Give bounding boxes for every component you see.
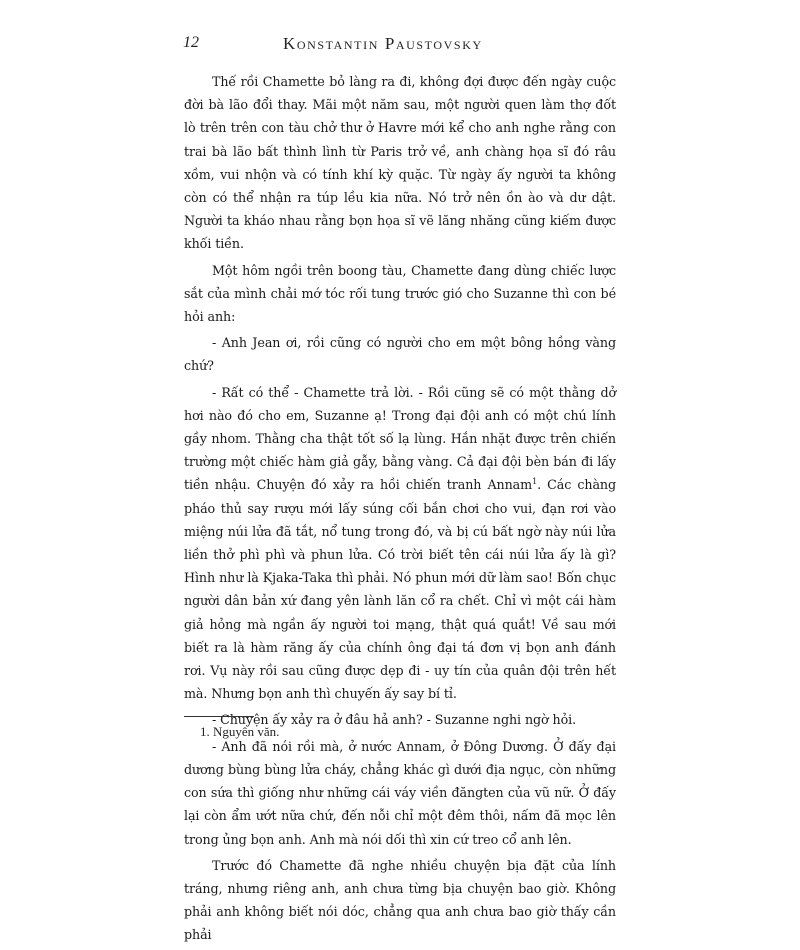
paragraph-1: Thế rồi Chamette bỏ làng ra đi, không đợi được đến ngày cuộc đời bà lão đổi thay. Mãi một năm sau, một người quen làm thợ đốt lò trên trên con tàu chở thư ở Havre mới kể cho anh nghe rằng con trai bà lão bất thình lình từ Paris trở về, anh chàng họa sĩ đó râu xồm, vui nhộn và có tính khí kỳ quặc. Từ ngày ấy người ta không còn có thể nhận ra túp lều kia nữa. Nó trở nên ồn ào và dư dật. Người ta kháo nhau rằng bọn họa sĩ vẽ lăng nhăng cũng kiếm được khối tiền. — [184, 74, 616, 252]
footnote-reference[interactable]: 1 — [532, 477, 538, 487]
running-head-author: Konstantin Paustovsky — [283, 34, 483, 53]
page-header — [183, 34, 617, 58]
paragraph-3: - Anh Jean ơi, rồi cũng có người cho em một bông hồng vàng chứ? — [184, 335, 616, 374]
paragraph-5: - Chuyện ấy xảy ra ở đâu hả anh? - Suzanne nghi ngờ hỏi. — [212, 712, 577, 728]
paragraph-4 — [184, 381, 616, 706]
paragraph-4-part-a: - Rất có thể - Chamette trả lời. - Rồi cũng sẽ có một thằng dở hơi nào đó cho em, Suzanne ạ! Trong đại đội anh có một chú lính gầy nhom. Thằng cha thật tốt số lạ lùng. Hắn nhặt được trên chiến trường một chiếc hàm giả gẫy, bằng vàng. Cả đại đội bèn bán đi lấy tiền nhậu. Chuyện đó xảy ra hồi chiến tranh Annam — [184, 384, 616, 493]
body-text — [184, 70, 616, 950]
footnote: 1. Nguyên văn. — [200, 724, 280, 739]
paragraph-6: - Anh đã nói rồi mà, ở nước Annam, ở Đông Dương. Ở đấy đại dương bùng bùng lửa cháy, chẳng khác gì dưới địa ngục, còn những con sứa thì giống như những cái váy viền đăngten của vũ nữ. Ở đấy lại còn ẩm ướt nữa chứ, đến nỗi chỉ một đêm thôi, nấm đã mọc lên trong ủng bọn anh. Anh mà nói dối thì xin cứ treo cổ anh lên. — [184, 738, 616, 847]
footnote-divider — [184, 716, 254, 717]
paragraph-2: Một hôm ngồi trên boong tàu, Chamette đang dùng chiếc lược sắt của mình chải mớ tóc rối tung trước gió cho Suzanne thì con bé hỏi anh: — [184, 262, 616, 325]
page-number: 12 — [183, 34, 199, 51]
paragraph-7: Trước đó Chamette đã nghe nhiều chuyện bịa đặt của lính tráng, nhưng riêng anh, anh chưa từng bịa chuyện bao giờ. Không phải anh không biết nói dóc, chẳng qua anh chưa bao giờ thấy cần phải — [184, 857, 616, 943]
paragraph-4-part-b: . Các chàng pháo thủ say rượu mới lấy súng cối bắn chơi cho vui, đạn rơi vào miệng núi lửa đã tắt, nổ tung trong đó, và bị cú bất ngờ này núi lửa liền thở phì phì và phun lửa. Có trời biết tên cái núi lửa ấy là gì? Hình như là Kjaka-Taka thì phải. Nó phun mới dữ làm sao! Bốn chục người dân bản xứ đang yên lành lăn cổ ra chết. Chỉ vì một cái hàm giả hỏng mà ngần ấy người toi mạng, thật quá quắt! Về sau mới biết ra là hàm răng ấy của chính ông đại tá đơn vị bọn anh đánh rơi. Vụ này rồi sau cũng được dẹp đi - uy tín của quân đội trên hết mà. Nhưng bọn anh thì chuyến ấy say bí tỉ. — [184, 477, 617, 702]
